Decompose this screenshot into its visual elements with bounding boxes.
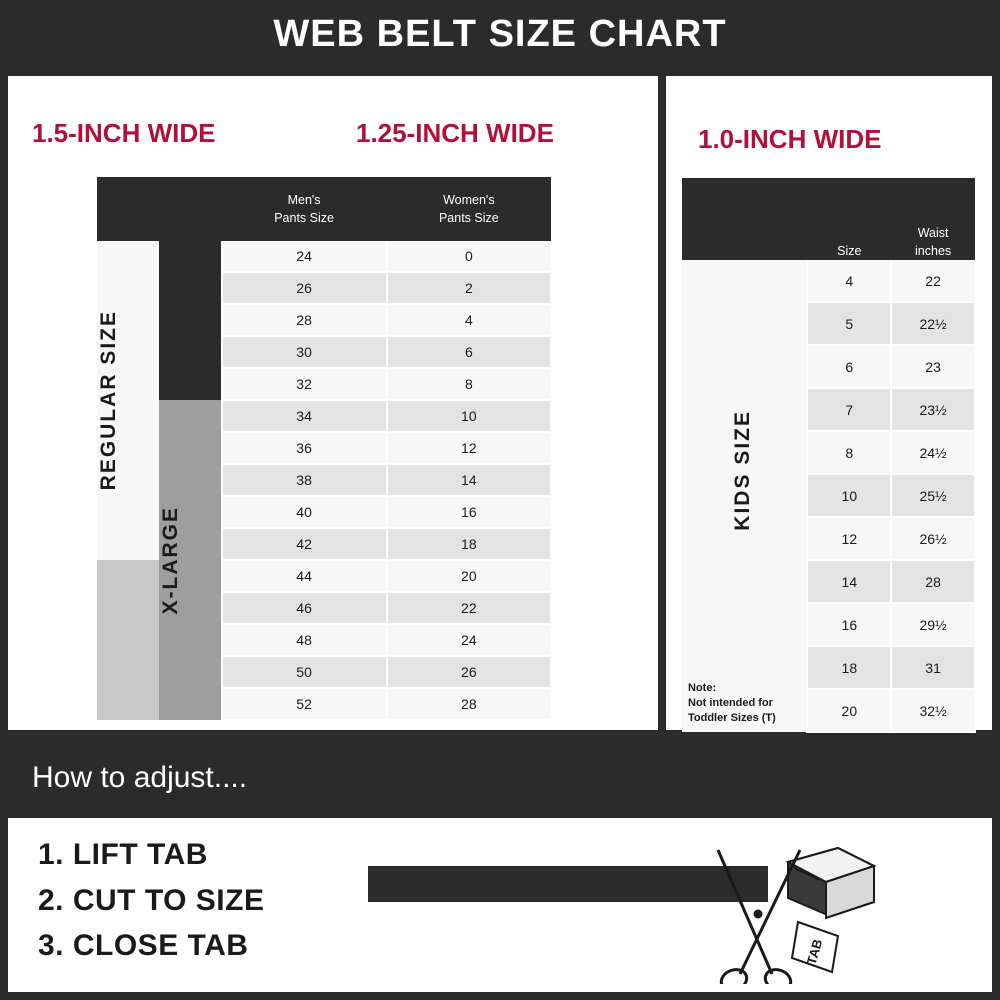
page-title: WEB BELT SIZE CHART: [273, 12, 727, 55]
belt-illustration: [368, 844, 928, 984]
cell-mens: 46: [222, 592, 387, 624]
cell-womens: 20: [387, 560, 551, 592]
kids-header-waist-line2: inches: [915, 243, 952, 258]
cell-kids-size: 14: [807, 560, 891, 603]
belt-svg: [368, 844, 928, 984]
kids-header-row: [682, 178, 975, 260]
cell-kids-size: 18: [807, 646, 891, 689]
regular-size-label-cell: [97, 241, 159, 560]
cell-kids-size: 5: [807, 302, 891, 345]
cell-mens: 34: [222, 400, 387, 432]
cell-kids-size: 7: [807, 388, 891, 431]
cell-womens: 24: [387, 624, 551, 656]
kids-header-waist: [891, 178, 975, 260]
cell-kids-waist: 26½: [891, 517, 975, 560]
cell-mens: 40: [222, 496, 387, 528]
cell-mens: 48: [222, 624, 387, 656]
cell-kids-size: 8: [807, 431, 891, 474]
cell-kids-waist: 22: [891, 260, 975, 302]
xlarge-spacer-cell: [159, 241, 222, 400]
cell-womens: 26: [387, 656, 551, 688]
regular-size-label: REGULAR SIZE: [97, 310, 120, 491]
cell-mens: 44: [222, 560, 387, 592]
regular-size-label-cell-lower: [97, 560, 159, 720]
belt-tab-label: TAB: [803, 937, 826, 967]
cell-kids-waist: 31: [891, 646, 975, 689]
cell-womens: 14: [387, 464, 551, 496]
kids-size-table: [682, 178, 976, 733]
header-mens-line1: Men's: [287, 192, 321, 207]
width-label-1-5: 1.5-INCH WIDE: [32, 118, 216, 148]
cell-womens: 22: [387, 592, 551, 624]
kids-size-label-cell: [682, 260, 807, 732]
cell-kids-size: 16: [807, 603, 891, 646]
cell-mens: 50: [222, 656, 387, 688]
header-womens-line1: Women's: [443, 192, 495, 207]
kids-note: [688, 681, 776, 726]
cell-mens: 26: [222, 272, 387, 304]
cell-kids-waist: 28: [891, 560, 975, 603]
belt-buckle-icon: [788, 848, 874, 918]
header-blank-cell: [97, 177, 222, 241]
page-header: [0, 0, 1000, 68]
cell-womens: 6: [387, 336, 551, 368]
cell-mens: 36: [222, 432, 387, 464]
howto-bar: [0, 740, 1000, 815]
howto-title: How to adjust....: [32, 760, 248, 794]
cell-kids-size: 20: [807, 689, 891, 732]
cell-kids-waist: 29½: [891, 603, 975, 646]
header-mens-line2: Pants Size: [274, 211, 334, 225]
table-header-row: [97, 177, 551, 241]
cell-mens: 38: [222, 464, 387, 496]
cell-mens: 52: [222, 688, 387, 720]
width-label-1-25: 1.25-INCH WIDE: [356, 118, 554, 148]
cell-womens: 28: [387, 688, 551, 720]
adult-size-table-wrap: [97, 177, 552, 721]
kids-header-size: Size: [807, 178, 891, 260]
cell-womens: 2: [387, 272, 551, 304]
howto-step-2: 2. CUT TO SIZE: [38, 883, 265, 917]
kids-size-panel: [666, 76, 992, 730]
belt-strap-icon: [368, 866, 768, 902]
cell-womens: 16: [387, 496, 551, 528]
cell-womens: 10: [387, 400, 551, 432]
header-womens-line2: Pants Size: [438, 211, 499, 225]
table-row: [682, 260, 975, 302]
xlarge-label: X-LARGE: [158, 505, 182, 615]
cell-kids-size: 12: [807, 517, 891, 560]
xlarge-label-cell: [159, 400, 222, 720]
cell-womens: 18: [387, 528, 551, 560]
kids-header-waist-line1: Waist: [917, 226, 949, 240]
cell-mens: 32: [222, 368, 387, 400]
header-mens: [222, 177, 387, 241]
howto-step-3: 3. CLOSE TAB: [38, 929, 249, 963]
adult-size-panel: [8, 76, 658, 730]
cell-womens: 0: [387, 241, 551, 272]
howto-steps: [38, 832, 264, 969]
cell-kids-waist: 23: [891, 345, 975, 388]
kids-note-line2: Not intended for: [688, 697, 773, 710]
kids-note-line3: Toddler Sizes (T): [688, 712, 776, 725]
cell-kids-waist: 24½: [891, 431, 975, 474]
belt-tab-icon: [792, 922, 838, 972]
cell-kids-waist: 32½: [891, 689, 975, 732]
width-label-1-0: 1.0-INCH WIDE: [698, 124, 882, 154]
kids-note-line1: Note:: [688, 682, 717, 695]
cell-womens: 12: [387, 432, 551, 464]
cell-kids-waist: 22½: [891, 302, 975, 345]
kids-header-blank-cell: [682, 178, 807, 260]
cell-kids-waist: 25½: [891, 474, 975, 517]
table-row: [97, 400, 551, 432]
cell-kids-size: 6: [807, 345, 891, 388]
adult-size-table: [97, 177, 552, 721]
kids-size-label: KIDS SIZE: [731, 410, 755, 531]
cell-mens: 42: [222, 528, 387, 560]
cell-mens: 28: [222, 304, 387, 336]
cell-kids-size: 10: [807, 474, 891, 517]
cell-kids-size: 4: [807, 260, 891, 302]
howto-panel: [8, 818, 992, 992]
cell-kids-waist: 23½: [891, 388, 975, 431]
header-womens: [387, 177, 551, 241]
howto-step-1: 1. LIFT TAB: [38, 838, 208, 871]
cell-womens: 8: [387, 368, 551, 400]
cell-womens: 4: [387, 304, 551, 336]
cell-mens: 30: [222, 336, 387, 368]
cell-mens: 24: [222, 241, 387, 272]
table-row: [97, 241, 551, 272]
kids-size-table-wrap: [682, 178, 976, 733]
